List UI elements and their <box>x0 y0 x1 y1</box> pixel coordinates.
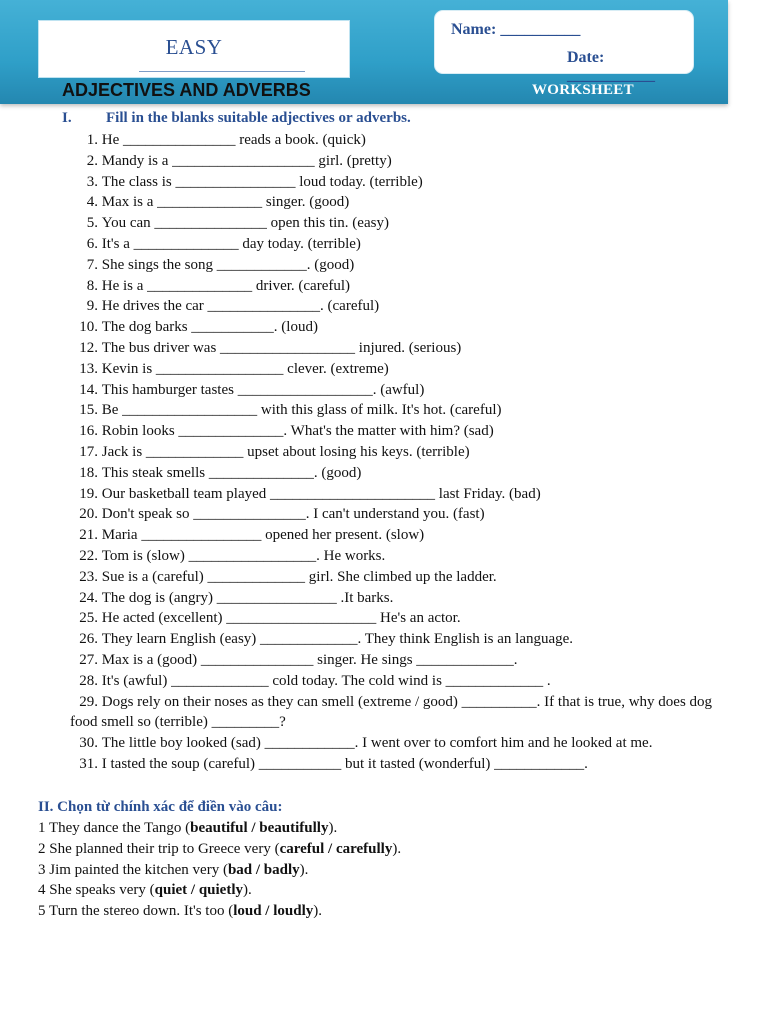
exercise-item <box>70 192 730 213</box>
exercise-number: 13. <box>79 360 98 377</box>
exercise-number: 21. <box>79 527 98 544</box>
exercise-item <box>70 380 730 401</box>
exercise-item <box>70 650 730 671</box>
section1-numeral: I. <box>62 110 72 126</box>
exercise-item <box>70 671 730 692</box>
choice-end: ). <box>328 820 338 836</box>
exercise-item <box>70 338 730 359</box>
choice-item <box>38 880 738 901</box>
exercise-item <box>70 234 730 255</box>
level-box <box>38 20 350 78</box>
exercise-list <box>70 130 730 775</box>
exercise-item <box>70 276 730 297</box>
exercise-text: The bus driver was __________________ injured. (serious) <box>101 339 462 356</box>
exercise-text: It's a ______________ day today. (terrible) <box>101 235 361 252</box>
exercise-number: 6. <box>86 235 98 252</box>
exercise-text: Max is a (good) _______________ singer. He sings _____________. <box>101 651 518 668</box>
exercise-text: I tasted the soup (careful) ___________ but it tasted (wonderful) ____________. <box>101 755 588 772</box>
exercise-item <box>70 400 730 421</box>
exercise-item <box>70 546 730 567</box>
section2 <box>38 797 738 922</box>
exercise-number: 18. <box>79 464 98 481</box>
exercise-text: Our basketball team played ______________________ last Friday. (bad) <box>101 485 541 502</box>
name-date-box <box>434 10 694 84</box>
choice-end: ). <box>299 861 309 878</box>
exercise-item <box>70 525 730 546</box>
choice-end: ). <box>313 903 322 920</box>
exercise-text: Sue is a (careful) _____________ girl. She climbed up the ladder. <box>101 568 497 585</box>
exercise-number: 15. <box>79 402 98 419</box>
exercise-text: This steak smells ______________. (good) <box>101 464 362 481</box>
exercise-item <box>70 255 730 276</box>
exercise-number: 1. <box>86 132 98 148</box>
choice-sentence: 1 They dance the Tango ( <box>38 820 191 836</box>
exercise-item <box>70 151 730 172</box>
date-field-label[interactable]: Date: ___________ <box>567 49 655 84</box>
exercise-number: 2. <box>86 152 98 169</box>
choice-item <box>38 818 738 839</box>
exercise-text: Mandy is a ___________________ girl. (pretty) <box>101 152 392 169</box>
exercise-item <box>70 359 730 380</box>
level-title: EASY <box>165 35 223 59</box>
header-banner <box>0 0 728 104</box>
exercise-number: 27. <box>79 651 98 668</box>
exercise-number: 3. <box>86 173 98 190</box>
exercise-text: The dog is (angry) ________________ .It barks. <box>101 589 394 606</box>
exercise-text: The dog barks ___________. (loud) <box>101 319 318 336</box>
exercise-text: Be __________________ with this glass of milk. It's hot. (careful) <box>101 402 502 419</box>
exercise-number: 9. <box>86 298 98 315</box>
exercise-item <box>70 567 730 588</box>
exercise-item <box>70 463 730 484</box>
exercise-number: 7. <box>86 256 98 273</box>
exercise-text: Max is a ______________ singer. (good) <box>101 194 350 211</box>
exercise-number: 4. <box>86 194 98 211</box>
exercise-text: This hamburger tastes __________________. (awful) <box>101 381 425 398</box>
choice-options: quiet / quietly <box>154 882 243 899</box>
choice-options: loud / loudly <box>233 903 314 920</box>
exercise-number: 28. <box>79 672 98 689</box>
exercise-text: The class is ________________ loud today. (terrible) <box>101 173 423 190</box>
exercise-item <box>70 754 730 775</box>
exercise-item <box>70 442 730 463</box>
exercise-item <box>70 608 730 629</box>
exercise-text: He _______________ reads a book. (quick) <box>101 132 366 148</box>
worksheet-label: WORKSHEET <box>532 82 634 98</box>
exercise-item <box>70 504 730 525</box>
choice-item <box>38 901 738 922</box>
exercise-item <box>70 733 730 754</box>
level-underline <box>139 71 305 72</box>
exercise-number: 30. <box>79 735 98 752</box>
exercise-item <box>70 172 730 193</box>
exercise-text: Dogs rely on their noses as they can smell (extreme / good) __________. If that is true, why does dog food smell so (terrible) _________? <box>70 693 713 731</box>
exercise-text: Tom is (slow) _________________. He works. <box>101 547 386 564</box>
exercise-text: He drives the car _______________. (careful) <box>101 298 380 315</box>
exercise-number: 25. <box>79 610 98 627</box>
choice-options: careful / carefully <box>279 840 393 857</box>
exercise-item <box>70 213 730 234</box>
exercise-item <box>70 130 730 151</box>
exercise-item <box>70 421 730 442</box>
exercise-number: 29. <box>79 693 98 710</box>
exercise-text: Jack is _____________ upset about losing his keys. (terrible) <box>101 443 470 460</box>
choice-end: ). <box>243 882 252 899</box>
choice-item <box>38 860 738 881</box>
exercise-number: 26. <box>79 631 98 648</box>
exercise-number: 12. <box>79 339 98 356</box>
choice-sentence: 2 She planned their trip to Greece very ( <box>38 840 280 857</box>
choice-sentence: 3 Jim painted the kitchen very ( <box>38 861 228 878</box>
choice-sentence: 5 Turn the stereo down. It's too ( <box>38 903 234 920</box>
choice-item <box>38 839 738 860</box>
exercise-text: Robin looks ______________. What's the matter with him? (sad) <box>101 423 494 440</box>
exercise-item <box>70 484 730 505</box>
exercise-text: She sings the song ____________. (good) <box>101 256 355 273</box>
exercise-item <box>70 629 730 650</box>
exercise-text: Kevin is _________________ clever. (extreme) <box>101 360 389 377</box>
exercise-item <box>70 317 730 338</box>
section2-list <box>38 818 738 922</box>
exercise-number: 23. <box>79 568 98 585</box>
choice-options: beautiful / beautifully <box>190 820 329 836</box>
exercise-text: He is a ______________ driver. (careful) <box>101 277 351 294</box>
name-field-label[interactable]: Name: __________ <box>451 21 581 38</box>
exercise-item <box>70 296 730 317</box>
exercise-text: Maria ________________ opened her present. (slow) <box>101 527 425 544</box>
section1-heading <box>62 110 411 127</box>
exercise-number: 16. <box>79 423 98 440</box>
exercise-number: 22. <box>79 547 98 564</box>
choice-end: ). <box>392 840 402 857</box>
exercise-text: It's (awful) _____________ cold today. The cold wind is _____________ . <box>101 672 551 689</box>
section2-heading: II. Chọn từ chính xác để điền vào câu: <box>38 799 283 815</box>
exercise-number: 10. <box>79 319 98 336</box>
choice-sentence: 4 She speaks very ( <box>38 882 155 899</box>
exercise-number: 17. <box>79 443 98 460</box>
worksheet-title: ADJECTIVES AND ADVERBS <box>62 80 311 100</box>
exercise-item <box>70 692 730 734</box>
exercise-number: 14. <box>79 381 98 398</box>
exercise-number: 5. <box>86 215 98 232</box>
exercise-number: 24. <box>79 589 98 606</box>
section1-heading-text: Fill in the blanks suitable adjectives or adverbs. <box>106 110 411 126</box>
exercise-text: He acted (excellent) ____________________ He's an actor. <box>101 610 461 627</box>
exercise-number: 8. <box>86 277 98 294</box>
exercise-text: They learn English (easy) _____________. They think English is an language. <box>101 631 574 648</box>
exercise-text: The little boy looked (sad) ____________. I went over to comfort him and he looked at me. <box>101 735 653 752</box>
exercise-text: Don't speak so _______________. I can't understand you. (fast) <box>101 506 485 523</box>
exercise-number: 20. <box>79 506 98 523</box>
exercise-item <box>70 588 730 609</box>
exercise-text: You can _______________ open this tin. (easy) <box>101 215 389 232</box>
exercise-number: 19. <box>79 485 98 502</box>
exercise-number: 31. <box>79 755 98 772</box>
choice-options: bad / badly <box>227 861 300 878</box>
